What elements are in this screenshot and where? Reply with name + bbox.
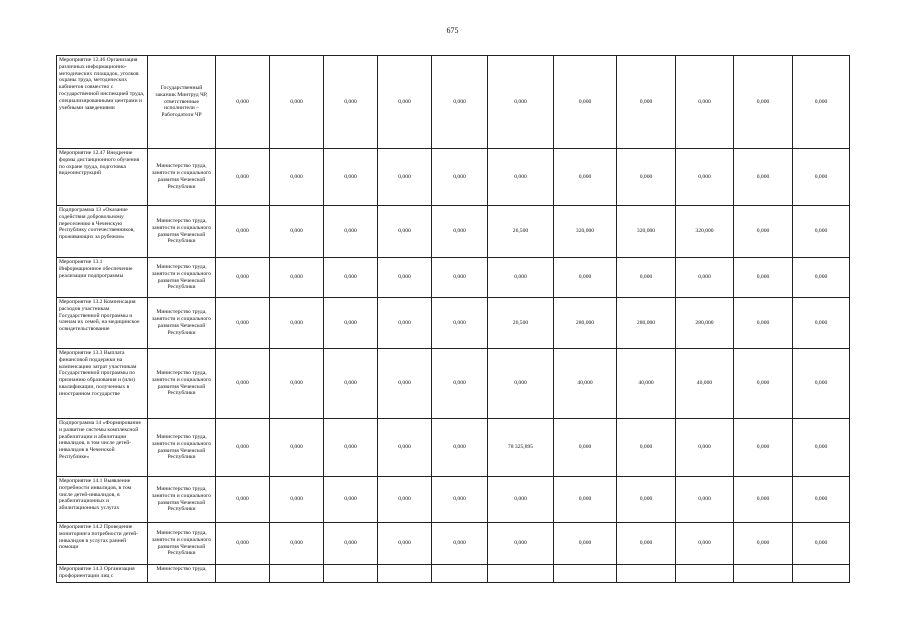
value-cell: 0,000 [488,149,554,206]
value-cell: 0,000 [216,419,270,477]
value-cell: 0,000 [432,477,488,523]
value-cell: 0,000 [617,56,676,149]
value-cell: 0,000 [378,349,432,419]
row-organization: Министерство труда, занятости и социального развития Чеченской Республики [148,206,216,258]
value-cell: 0,000 [488,258,554,298]
value-cell: 0,000 [378,206,432,258]
value-cell: 0,000 [324,56,378,149]
value-cell: 0,000 [793,298,850,349]
value-cell: 0,000 [734,477,793,523]
row-organization: Министерство труда, занятости и социального развития Чеченской Республики [148,349,216,419]
value-cell [488,565,554,583]
value-cell: 0,000 [270,206,324,258]
row-organization: Министерство труда, занятости и социального развития Чеченской Республики [148,419,216,477]
row-organization: Министерство труда, [148,565,216,583]
value-cell: 0,000 [734,419,793,477]
value-cell: 0,000 [617,523,676,565]
value-cell: 0,000 [734,349,793,419]
table-row [57,419,850,477]
value-cell: 0,000 [793,56,850,149]
value-cell: 0,000 [324,149,378,206]
value-cell: 0,000 [793,523,850,565]
value-cell: 0,000 [270,349,324,419]
value-cell: 0,000 [432,56,488,149]
value-cell: 0,000 [270,419,324,477]
value-cell: 320,000 [676,206,734,258]
value-cell: 320,000 [617,206,676,258]
value-cell [432,565,488,583]
value-cell: 0,000 [378,419,432,477]
row-description: Мероприятие 13.1 Информационное обеспечение реализации подпрограммы [57,258,148,298]
value-cell: 0,000 [734,523,793,565]
table-row [57,565,850,583]
value-cell: 0,000 [216,258,270,298]
value-cell: 320,000 [554,206,617,258]
value-cell: 0,000 [734,206,793,258]
value-cell: 0,000 [676,477,734,523]
value-cell: 0,000 [793,349,850,419]
value-cell: 0,000 [676,419,734,477]
value-cell [270,565,324,583]
value-cell: 0,000 [554,56,617,149]
value-cell: 0,000 [432,523,488,565]
value-cell: 0,000 [676,149,734,206]
value-cell: 0,000 [432,206,488,258]
value-cell: 0,000 [488,349,554,419]
value-cell [324,565,378,583]
value-cell: 0,000 [734,258,793,298]
value-cell: 280,000 [676,298,734,349]
value-cell [617,565,676,583]
row-organization: Государственный заказчик Минтруд ЧР, ответственные исполнители – Работодатели ЧР [148,56,216,149]
value-cell: 0,000 [216,56,270,149]
value-cell: 0,000 [554,419,617,477]
row-description: Мероприятие 13.3 Выплата финансовой поддержки на компенсацию затрат участникам Государственной программы по признанию образования и (или) квалификации, полученных в иностранном государстве [57,349,148,419]
value-cell: 0,000 [216,523,270,565]
value-cell: 0,000 [617,149,676,206]
value-cell [676,565,734,583]
value-cell: 0,000 [324,258,378,298]
value-cell: 0,000 [488,477,554,523]
value-cell: 0,000 [324,477,378,523]
row-organization: Министерство труда, занятости и социального развития Чеченской Республики [148,149,216,206]
value-cell: 0,000 [270,298,324,349]
value-cell [378,565,432,583]
value-cell: 26,500 [488,206,554,258]
value-cell: 0,000 [270,477,324,523]
value-cell: 40,000 [617,349,676,419]
value-cell: 0,000 [378,258,432,298]
value-cell: 0,000 [617,258,676,298]
value-cell: 0,000 [270,258,324,298]
value-cell: 0,000 [617,477,676,523]
value-cell: 0,000 [324,298,378,349]
value-cell: 0,000 [378,298,432,349]
value-cell: 280,000 [554,298,617,349]
table-row [57,206,850,258]
value-cell: 0,000 [793,206,850,258]
value-cell: 78 325,895 [488,419,554,477]
value-cell: 0,000 [554,523,617,565]
value-cell: 40,000 [676,349,734,419]
value-cell: 0,000 [324,419,378,477]
value-cell: 0,000 [216,349,270,419]
value-cell: 0,000 [793,258,850,298]
table-row [57,349,850,419]
value-cell: 0,000 [378,56,432,149]
value-cell: 0,000 [216,206,270,258]
value-cell [216,565,270,583]
budget-table [56,55,850,583]
row-organization: Министерство труда, занятости и социального развития Чеченской Республики [148,477,216,523]
value-cell: 0,000 [488,523,554,565]
row-organization: Министерство труда, занятости и социального развития Чеченской Республики [148,298,216,349]
value-cell: 0,000 [734,56,793,149]
value-cell: 280,000 [617,298,676,349]
value-cell: 0,000 [488,56,554,149]
value-cell: 0,000 [676,56,734,149]
value-cell: 0,000 [793,419,850,477]
row-description: Мероприятие 12.47 Внедрение формы дистанционного обучения по охране труда, подготовка видеоинструкций [57,149,148,206]
row-description: Мероприятие 14.2 Проведение мониторинга потребности детей-инвалидов в услугах ранней помощи [57,523,148,565]
value-cell: 0,000 [676,523,734,565]
value-cell: 0,000 [324,206,378,258]
value-cell: 0,000 [378,523,432,565]
value-cell: 0,000 [432,298,488,349]
page-number: 675 [446,26,459,35]
value-cell: 0,000 [378,149,432,206]
value-cell: 0,000 [216,149,270,206]
table-row [57,523,850,565]
table-row [57,477,850,523]
table-row [57,298,850,349]
value-cell: 0,000 [378,477,432,523]
row-description: Мероприятие 13.2 Компенсация расходов участникам Государственной программы и членам их семей, на медицинское освидетельствование [57,298,148,349]
value-cell: 0,000 [734,149,793,206]
value-cell: 0,000 [793,149,850,206]
row-description: Подпрограмма 13 «Оказание содействия добровольному переселению в Чеченскую Республику соотечественников, проживающих за рубежом» [57,206,148,258]
row-description: Подпрограмма 14 «Формирование и развитие системы комплексной реабилитации и абилитации инвалидов, в том числе детей-инвалидов в Чеченской Республике» [57,419,148,477]
value-cell: 0,000 [734,298,793,349]
value-cell: 0,000 [216,298,270,349]
value-cell: 0,000 [270,56,324,149]
value-cell: 0,000 [793,477,850,523]
row-organization: Министерство труда, занятости и социального развития Чеченской Республики [148,523,216,565]
table-body [57,56,850,583]
value-cell: 0,000 [554,477,617,523]
value-cell: 0,000 [270,523,324,565]
table-row [57,149,850,206]
value-cell: 0,000 [432,349,488,419]
value-cell: 0,000 [432,258,488,298]
value-cell: 0,000 [324,349,378,419]
value-cell: 26,500 [488,298,554,349]
row-description: Мероприятие 12.46 Организация различных информационно-методических площадок, уголков охраны труда, методических кабинетов совместно с государственной инспекцией труда, специализированными центрами и учебными заведениями [57,56,148,149]
row-description: Мероприятие 14.1 Выявление потребности инвалидов, в том числе детей-инвалидов, в реабилитационных и абилитационных услугах [57,477,148,523]
value-cell: 0,000 [216,477,270,523]
row-description: Мероприятие 14.3 Организация профориентации лиц с [57,565,148,583]
value-cell: 0,000 [554,149,617,206]
value-cell [734,565,793,583]
value-cell: 0,000 [324,523,378,565]
value-cell [793,565,850,583]
value-cell: 0,000 [432,419,488,477]
value-cell: 0,000 [270,149,324,206]
value-cell: 40,000 [554,349,617,419]
value-cell: 0,000 [676,258,734,298]
value-cell: 0,000 [432,149,488,206]
table-row [57,258,850,298]
value-cell: 0,000 [554,258,617,298]
value-cell: 0,000 [617,419,676,477]
row-organization: Министерство труда, занятости и социального развития Чеченской Республики [148,258,216,298]
table-row [57,56,850,149]
value-cell [554,565,617,583]
